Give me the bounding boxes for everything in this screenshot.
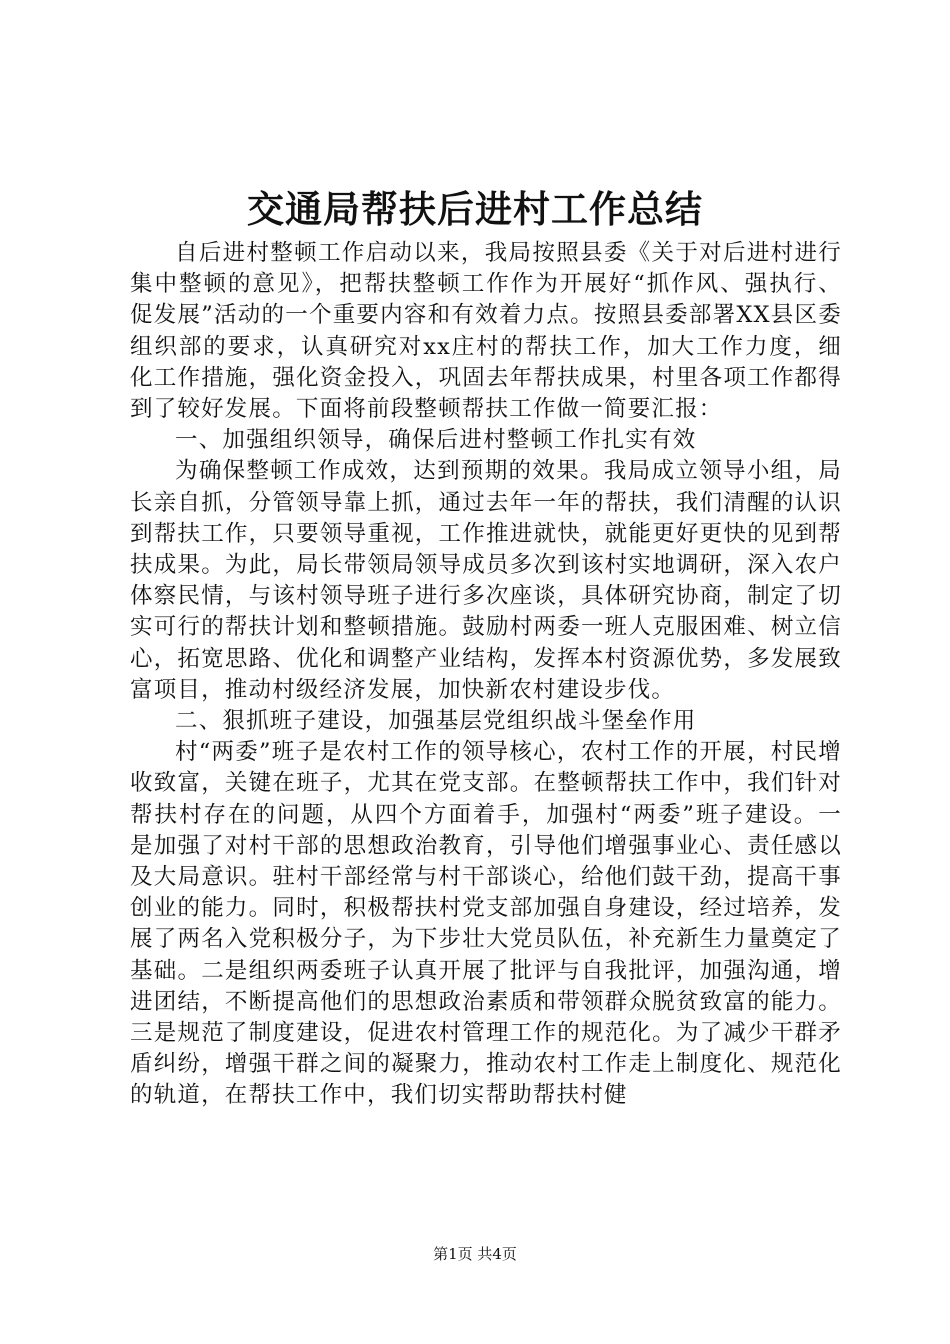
section-2-paragraph: 村“两委”班子是农村工作的领导核心，农村工作的开展，村民增收致富，关键在班子，尤其在党支部。在整顿帮扶工作中，我们针对帮扶村存在的问题，从四个方面着手，加强村“两委”班子建设。一是加强了对村干部的思想政治教育，引导他们增强事业心、责任感以及大局意识。驻村干部经常与村干部谈心，给他们鼓干劲，提高干事创业的能力。同时，积极帮扶村党支部加强自身建设，经过培养，发展了两名入党积极分子，为下步壮大党员队伍，补充新生力量奠定了基础。二是组织两委班子认真开展了批评与自我批评，加强沟通，增进团结，不断提高他们的思想政治素质和带领群众脱贫致富的能力。三是规范了制度建设，促进农村管理工作的规范化。为了减少干群矛盾纠纷，增强干群之间的凝聚力，推动农村工作走上制度化、规范化的轨道，在帮扶工作中，我们切实帮助帮扶村健 [130,739,842,1109]
section-heading-2: 二、狠抓班子建设，加强基层党组织战斗堡垒作用 [175,708,697,735]
document-title: 交通局帮扶后进村工作总结 [247,187,703,231]
intro-paragraph: 自后进村整顿工作启动以来，我局按照县委《关于对后进村进行集中整顿的意见》，把帮扶整顿工作作为开展好“抓作风、强执行、促发展”活动的一个重要内容和有效着力点。按照县委部署XX县区委组织部的要求，认真研究对xx庄村的帮扶工作，加大工作力度，细化工作措施，强化资金投入，巩固去年帮扶成果，村里各项工作都得到了较好发展。下面将前段整顿帮扶工作做一简要汇报： [130,240,842,423]
document-body [130,238,842,1112]
section-1-paragraph: 为确保整顿工作成效，达到预期的效果。我局成立领导小组，局长亲自抓，分管领导靠上抓，通过去年一年的帮扶，我们清醒的认识到帮扶工作，只要领导重视，工作推进就快，就能更好更快的见到帮扶成果。为此，局长带领局领导成员多次到该村实地调研，深入农户体察民情，与该村领导班子进行多次座谈，具体研究协商，制定了切实可行的帮扶计划和整顿措施。鼓励村两委一班人克服困难、树立信心，拓宽思路、优化和调整产业结构，发挥本村资源优势，多发展致富项目，推动村级经济发展，加快新农村建设步伐。 [130,458,842,703]
page-number-footer: 第1页 共4页 [433,1245,517,1263]
section-heading-1: 一、加强组织领导，确保后进村整顿工作扎实有效 [175,427,697,454]
